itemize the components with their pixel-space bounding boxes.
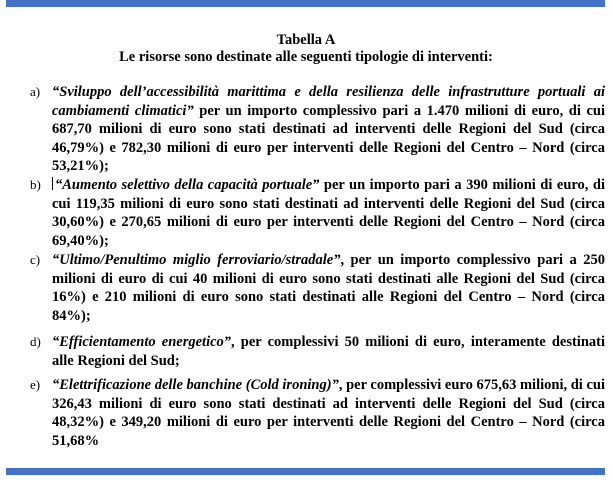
list-item-e — [30, 376, 605, 450]
intervention-details: , per un importo complessivo pari a 250 milioni di euro di cui 40 milioni di euro sono stati destinati alle Regioni del Sud (circa 16%) e 210 milioni di euro sono stati destinati alle Regioni del Centro – Nord (circa 84%); — [52, 252, 605, 324]
list-item-b — [30, 176, 605, 250]
list-item-text — [52, 176, 605, 250]
list-marker: d) — [30, 334, 41, 349]
list-item-d — [30, 333, 605, 370]
list-item-text — [52, 333, 605, 370]
intervention-name: “Elettrificazione delle banchine (Cold ironing)” — [52, 377, 339, 393]
list-item-text — [52, 251, 605, 325]
list-marker: b) — [30, 177, 41, 192]
list-marker: a) — [30, 84, 41, 99]
list-marker: e) — [30, 377, 41, 392]
table-subtitle: Le risorse sono destinate alle seguenti tipologie di interventi: — [119, 49, 493, 65]
list-item-c — [30, 251, 605, 325]
list-item-text — [52, 376, 605, 450]
list-item-text — [52, 83, 605, 176]
bottom-border-rule — [6, 468, 605, 475]
intervention-name: “Sviluppo dell’accessibilità marittima e della resilienza delle infrastrutture portuali ai cambiamenti climatici” — [52, 84, 605, 119]
list-marker: c) — [30, 252, 41, 267]
intervention-name: “Ultimo/Penultimo miglio ferroviario/stradale” — [52, 252, 341, 268]
intervention-details: per un importo pari a 390 milioni di euro, di cui 119,35 milioni di euro sono stati destinati ad interventi delle Regioni del Sud (circa 30,60%) e 270,65 milioni di euro per interventi delle Regioni del Centro – Nord (circa 69,40%); — [52, 177, 606, 249]
table-title: Tabella A — [276, 32, 336, 48]
intervention-details: , per complessivi 50 milioni di euro, interamente destinati alle Regioni del Sud; — [52, 334, 606, 369]
text-cursor-icon — [52, 177, 54, 190]
list-item-a — [30, 83, 605, 176]
intervention-details: , per complessivi euro 675,63 milioni, di cui 326,43 milioni di euro sono stati destinati ad interventi delle Regioni del Sud (circa 48,32%) e 349,20 milioni di euro per interventi delle Regioni del Centro – Nord (circa 51,68% — [52, 377, 605, 449]
intervention-details: per un importo complessivo pari a 1.470 milioni di euro, di cui 687,70 milioni di euro sono stati destinati ad interventi delle Regioni del Sud (circa 46,79%) e 782,30 milioni di euro per interventi delle Regioni del Centro – Nord (circa 53,21%); — [52, 102, 605, 174]
top-border-rule — [6, 0, 605, 7]
intervention-name: “Efficientamento energetico” — [52, 334, 232, 350]
intervention-name: “Aumento selettivo della capacità portuale” — [55, 177, 320, 193]
